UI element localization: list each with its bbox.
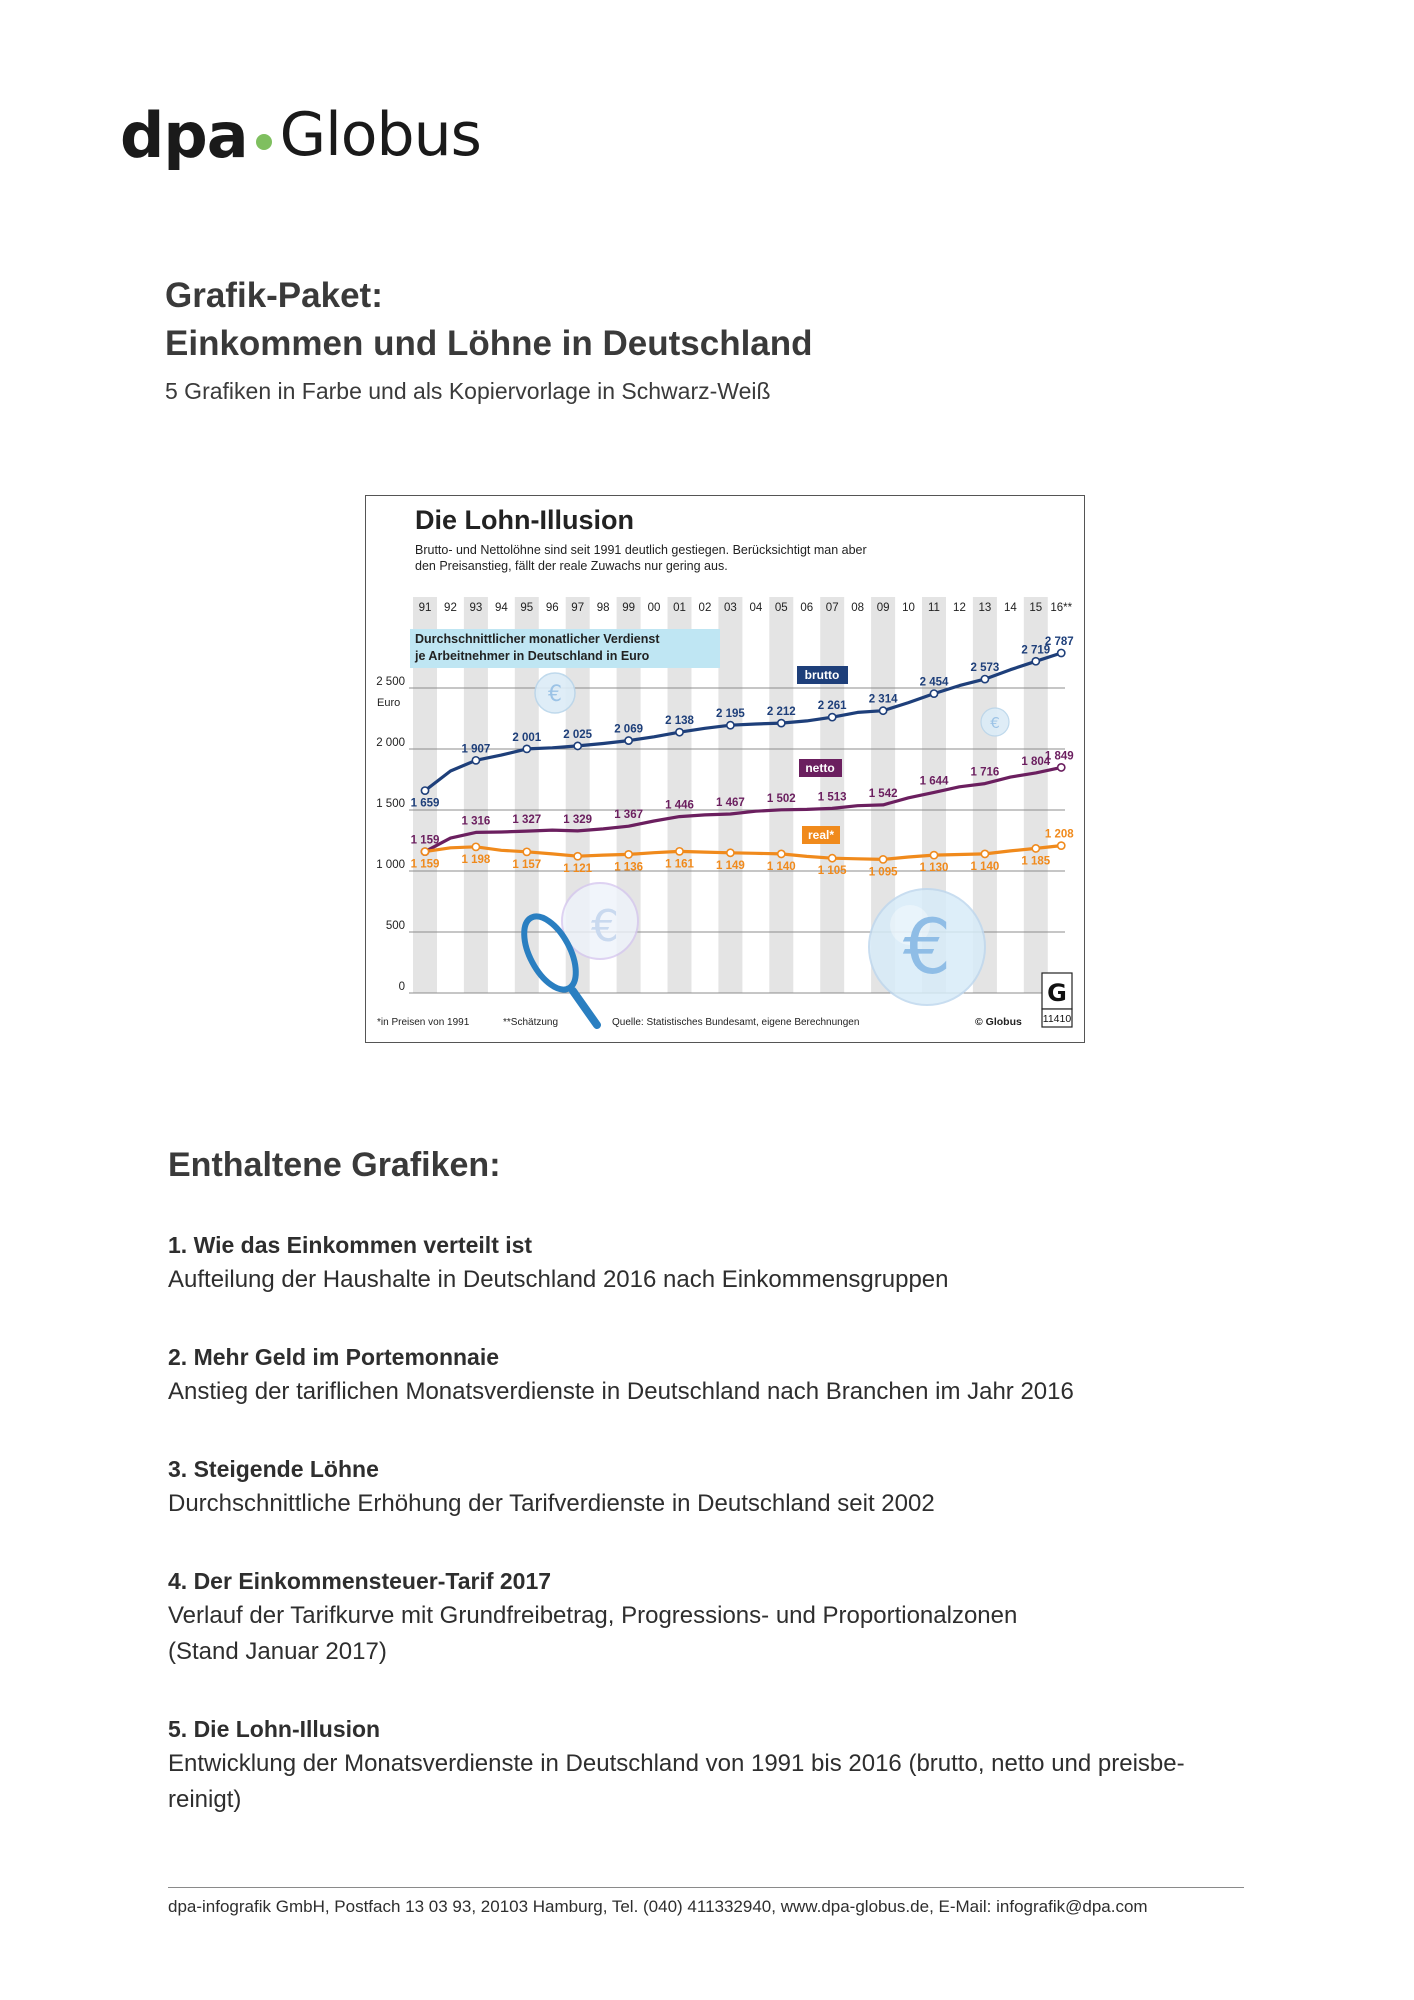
series-marker-0-10 [676, 729, 683, 736]
graphic-number: 11410 [1042, 1013, 1072, 1025]
x-tick-05: 05 [774, 602, 788, 614]
svg-text:€: € [548, 682, 562, 707]
item-title: 4. Der Einkommensteuer-Tarif 2017 [168, 1568, 552, 1594]
series-marker-0-18 [880, 707, 887, 714]
package-title: Einkommen und Löhne in Deutschland [165, 324, 813, 363]
item-title: 5. Die Lohn-Illusion [168, 1716, 381, 1742]
logo-dpa-text: dpa [120, 98, 248, 172]
series-marker-2-18 [880, 856, 887, 863]
item-title: 1. Wie das Einkommen verteilt ist [168, 1232, 533, 1258]
globus-mark [1042, 973, 1072, 1027]
data-label-2-2: 1 198 [461, 853, 491, 866]
data-label-2-4: 1 157 [512, 858, 542, 871]
series-marker-0-24 [1032, 658, 1039, 665]
series-marker-0-16 [829, 714, 836, 721]
year-band-15 [1024, 597, 1048, 993]
graphics-list [168, 1228, 1298, 1860]
series-marker-0-4 [523, 745, 530, 752]
y-tick-2000: 2 000 [376, 737, 405, 749]
y-tick-1000: 1 000 [376, 859, 405, 871]
item-description: Aufteilung der Haushalte in Deutschland 2016 nach Einkommensgruppen [168, 1266, 949, 1293]
list-item-5 [168, 1712, 1298, 1818]
footer-divider [168, 1887, 1244, 1888]
item-description: Entwicklung der Monatsverdienste in Deutschland von 1991 bis 2016 (brutto, netto und preisbe- [168, 1750, 1185, 1777]
x-tick-07: 07 [825, 602, 839, 614]
data-label-2-20: 1 130 [919, 862, 949, 875]
data-label-1-10: 1 446 [665, 799, 694, 812]
list-item-3 [168, 1452, 1298, 1522]
graphic-title: Die Lohn-Illusion [415, 505, 634, 535]
data-label-0-4: 2 001 [512, 731, 542, 744]
series-marker-0-12 [727, 722, 734, 729]
data-label-0-24: 2 719 [1021, 644, 1051, 657]
bubble-right [981, 708, 1009, 736]
data-label-1-25: 1 849 [1044, 750, 1074, 763]
data-label-1-14: 1 502 [766, 792, 796, 805]
year-band-03 [718, 597, 742, 993]
x-tick-04: 04 [749, 602, 763, 614]
data-label-1-4: 1 327 [512, 814, 542, 827]
data-label-1-6: 1 329 [563, 813, 593, 826]
series-marker-2-22 [981, 850, 988, 857]
y-tick-2500: 2 500 [376, 676, 405, 688]
y-tick-1500: 1 500 [376, 798, 405, 810]
x-tick-93: 93 [469, 602, 483, 614]
series-marker-0-25 [1058, 649, 1065, 656]
series-marker-0-8 [625, 737, 632, 744]
item-description-continued: reinigt) [168, 1786, 242, 1813]
data-label-0-20: 2 454 [919, 676, 949, 689]
x-tick-00: 00 [647, 602, 661, 614]
data-label-0-14: 2 212 [766, 706, 796, 719]
legend-box-line-2: je Arbeitnehmer in Deutschland in Euro [415, 649, 650, 663]
list-item-4 [168, 1564, 1298, 1670]
x-tick-11: 11 [928, 602, 940, 614]
graphic-intro-line-2: den Preisanstieg, fällt der reale Zuwachs nur gering aus. [415, 559, 728, 573]
item-title: 3. Steigende Löhne [168, 1456, 379, 1482]
series-marker-2-10 [676, 848, 683, 855]
series-marker-2-14 [778, 850, 785, 857]
series-marker-2-8 [625, 851, 632, 858]
data-label-2-10: 1 161 [665, 858, 694, 871]
x-tick-96: 96 [545, 602, 559, 614]
x-tick-01: 01 [673, 602, 686, 614]
series-marker-2-0 [421, 848, 428, 855]
x-tick-91: 91 [418, 602, 432, 614]
list-item-1 [168, 1228, 1298, 1298]
lohn-illusion-graphic [365, 495, 1085, 1043]
data-label-2-6: 1 121 [563, 863, 593, 876]
item-description-continued: (Stand Januar 2017) [168, 1638, 387, 1665]
x-tick-08: 08 [851, 602, 865, 614]
data-label-2-14: 1 140 [766, 860, 796, 873]
series-name-real: real* [807, 828, 835, 842]
series-marker-2-4 [523, 848, 530, 855]
footnote-estimate: **Schätzung [503, 1017, 559, 1028]
data-label-1-18: 1 542 [868, 787, 898, 800]
globus-mark-letter: G [1047, 979, 1067, 1007]
x-tick-14: 14 [1003, 602, 1017, 614]
series-tag-netto [799, 759, 842, 777]
data-label-0-8: 2 069 [614, 723, 643, 736]
x-tick-12: 12 [953, 602, 966, 614]
graphic-copyright: © Globus [975, 1016, 1022, 1028]
bubble-large [869, 889, 985, 1005]
series-marker-0-6 [574, 742, 581, 749]
series-marker-2-12 [727, 849, 734, 856]
graphic-intro-line-1: Brutto- und Nettolöhne sind seit 1991 deutlich gestiegen. Berücksichtigt man aber [415, 543, 867, 557]
data-label-2-0: 1 159 [410, 858, 440, 871]
y-tick-500: 500 [385, 920, 405, 932]
x-tick-03: 03 [724, 602, 737, 614]
data-label-0-18: 2 314 [868, 693, 898, 706]
data-label-0-6: 2 025 [563, 728, 593, 741]
series-marker-0-22 [981, 675, 988, 682]
data-label-2-18: 1 095 [868, 866, 898, 879]
graphic-source: Quelle: Statistisches Bundesamt, eigene Berechnungen [612, 1017, 860, 1028]
series-marker-2-20 [930, 852, 937, 859]
series-tag-brutto [797, 666, 848, 684]
data-label-0-22: 2 573 [970, 662, 1000, 675]
series-marker-0-20 [930, 690, 937, 697]
data-label-1-22: 1 716 [970, 766, 1000, 779]
x-tick-16**: 16** [1050, 602, 1073, 614]
section-title: Enthaltene Grafiken: [168, 1146, 501, 1184]
series-name-brutto: brutto [804, 668, 840, 682]
legend-box-line-1: Durchschnittlicher monatlicher Verdienst [415, 632, 660, 646]
x-tick-94: 94 [494, 602, 508, 614]
x-tick-15: 15 [1029, 602, 1043, 614]
series-tag-real [802, 826, 840, 844]
data-label-1-16: 1 513 [817, 791, 847, 804]
y-tick-0: 0 [398, 981, 405, 993]
package-label: Grafik-Paket: [165, 276, 383, 315]
item-title: 2. Mehr Geld im Portemonnaie [168, 1344, 500, 1370]
series-name-netto: netto [805, 761, 835, 775]
item-description: Anstieg der tariflichen Monatsverdienste in Deutschland nach Branchen im Jahr 2016 [168, 1378, 1074, 1405]
package-subtitle: 5 Grafiken in Farbe und als Kopiervorlage in Schwarz-Weiß [165, 378, 771, 404]
series-marker-2-25 [1058, 842, 1065, 849]
data-label-2-16: 1 105 [817, 865, 847, 878]
data-label-2-22: 1 140 [970, 860, 1000, 873]
data-label-0-2: 1 907 [461, 743, 491, 756]
svg-text:€: € [990, 714, 1000, 732]
data-label-2-25: 1 208 [1044, 828, 1074, 841]
data-label-1-20: 1 644 [919, 775, 949, 788]
data-label-1-8: 1 367 [614, 809, 643, 822]
data-label-0-16: 2 261 [817, 700, 847, 713]
svg-text:€: € [902, 902, 952, 991]
x-tick-09: 09 [876, 602, 890, 614]
data-label-1-0: 1 159 [410, 834, 440, 847]
series-marker-2-24 [1032, 845, 1039, 852]
data-label-1-12: 1 467 [716, 797, 745, 810]
x-tick-92: 92 [444, 602, 457, 614]
dpa-globus-logo [120, 95, 481, 175]
data-label-1-2: 1 316 [461, 815, 491, 828]
series-marker-2-6 [574, 853, 581, 860]
y-unit-label: Euro [377, 697, 401, 709]
series-marker-2-2 [472, 843, 479, 850]
x-tick-06: 06 [800, 602, 814, 614]
item-description: Durchschnittliche Erhöhung der Tarifverdienste in Deutschland seit 2002 [168, 1490, 935, 1517]
x-tick-95: 95 [520, 602, 534, 614]
x-tick-10: 10 [902, 602, 915, 614]
series-marker-2-16 [829, 855, 836, 862]
data-label-2-24: 1 185 [1021, 855, 1051, 868]
logo-dot [256, 134, 272, 150]
x-tick-02: 02 [698, 602, 712, 614]
series-marker-0-0 [421, 787, 428, 794]
logo-globus-text: Globus [279, 100, 481, 170]
item-description: Verlauf der Tarifkurve mit Grundfreibetrag, Progressions- und Proportionalzonen [168, 1602, 1018, 1629]
x-tick-13: 13 [978, 602, 992, 614]
footnote-prices: *in Preisen von 1991 [377, 1017, 470, 1028]
data-label-0-0: 1 659 [410, 797, 440, 810]
list-item-2 [168, 1340, 1298, 1410]
x-tick-99: 99 [622, 602, 635, 614]
data-label-0-25: 2 787 [1044, 635, 1074, 648]
data-label-0-12: 2 195 [716, 708, 745, 721]
data-label-0-10: 2 138 [665, 715, 694, 728]
series-marker-0-14 [778, 720, 785, 727]
data-label-2-8: 1 136 [614, 861, 643, 874]
footer-contact: dpa-infografik GmbH, Postfach 13 03 93, 20103 Hamburg, Tel. (040) 411332940, www.dpa-globus.de, E-Mail: infografik@dpa.com [168, 1897, 1148, 1916]
svg-text:€: € [591, 901, 619, 952]
data-label-2-12: 1 149 [716, 859, 745, 872]
series-marker-0-2 [472, 757, 479, 764]
data-label-1-24: 1 804 [1021, 755, 1051, 768]
x-tick-97: 97 [571, 602, 585, 614]
bubble-left [535, 673, 575, 713]
x-tick-98: 98 [596, 602, 610, 614]
series-marker-1-25 [1058, 764, 1065, 771]
